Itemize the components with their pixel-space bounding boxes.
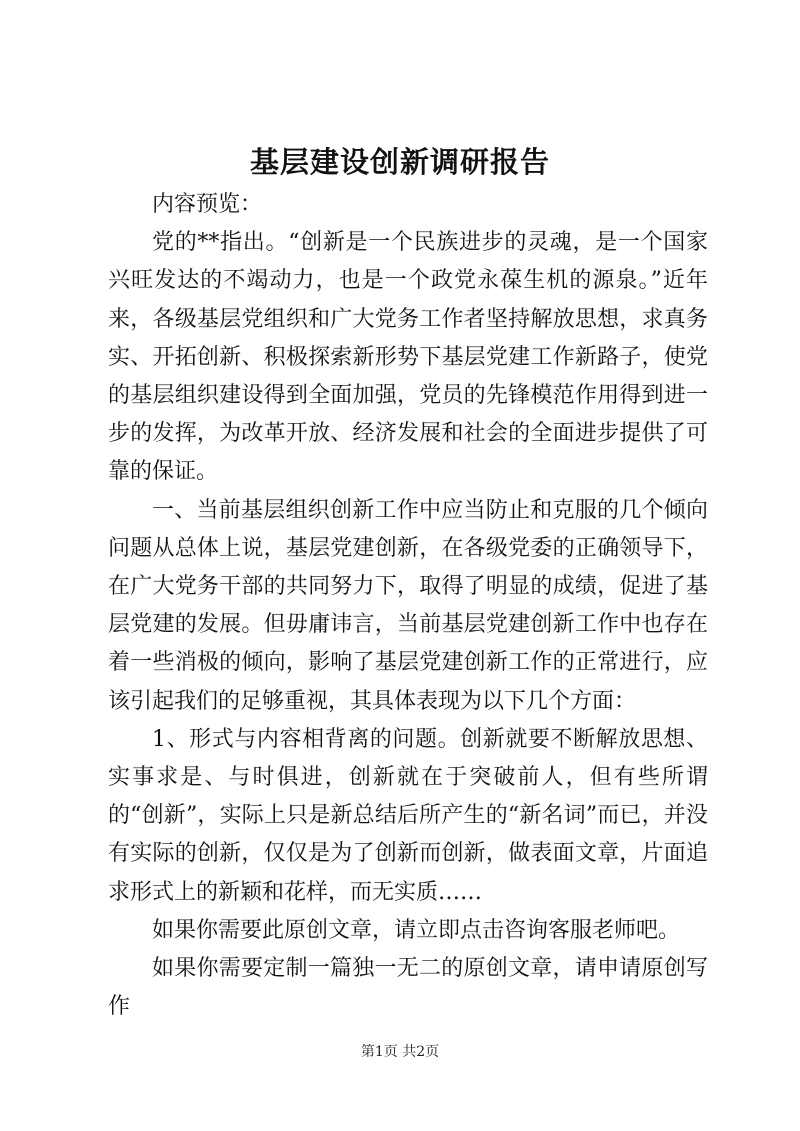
paragraph-point-one: 1、形式与内容相背离的问题。创新就要不断解放思想、实事求是、与时俱进，创新就在于突破前人，但有些所谓的“创新”，实际上只是新总结后所产生的“新名词”而已，并没有实际的创新，仅仅是为了创新而创新，做表面文章，片面追求形式上的新颖和花样，而无实质…… [108, 726, 708, 905]
document-title: 基层建设创新调研报告 [249, 145, 550, 179]
paragraph-consult-link[interactable]: 如果你需要此原创文章，请立即点击咨询客服老师吧。 [152, 917, 681, 943]
paragraph-preview-label: 内容预览： [152, 192, 263, 217]
paragraph-section-one: 一、当前基层组织创新工作中应当防止和克服的几个倾向问题从总体上说，基层党建创新，在各级党委的正确领导下，在广大党务干部的共同努力下，取得了明显的成绩，促进了基层党建的发展。但毋庸讳言，当前基层党建创新工作中也存在着一些消极的倾向，影响了基层党建创新工作的正常进行，应该引起我们的足够重视，其具体表现为以下几个方面： [108, 497, 708, 714]
document-body [108, 186, 708, 1026]
paragraph-custom-writing[interactable]: 如果你需要定制一篇独一无二的原创文章，请申请原创写作 [108, 956, 708, 1020]
paragraph-intro: 党的**指出。“创新是一个民族进步的灵魂，是一个国家兴旺发达的不竭动力，也是一个政党永葆生机的源泉。”近年来，各级基层党组织和广大党务工作者坚持解放思想，求真务实、开拓创新、积极探索新形势下基层党建工作新路子，使党的基层组织建设得到全面加强，党员的先锋模范作用得到进一步的发挥，为改革开放、经济发展和社会的全面进步提供了可靠的保证。 [108, 230, 708, 485]
page-footer: 第1页 共2页 [360, 1044, 440, 1060]
